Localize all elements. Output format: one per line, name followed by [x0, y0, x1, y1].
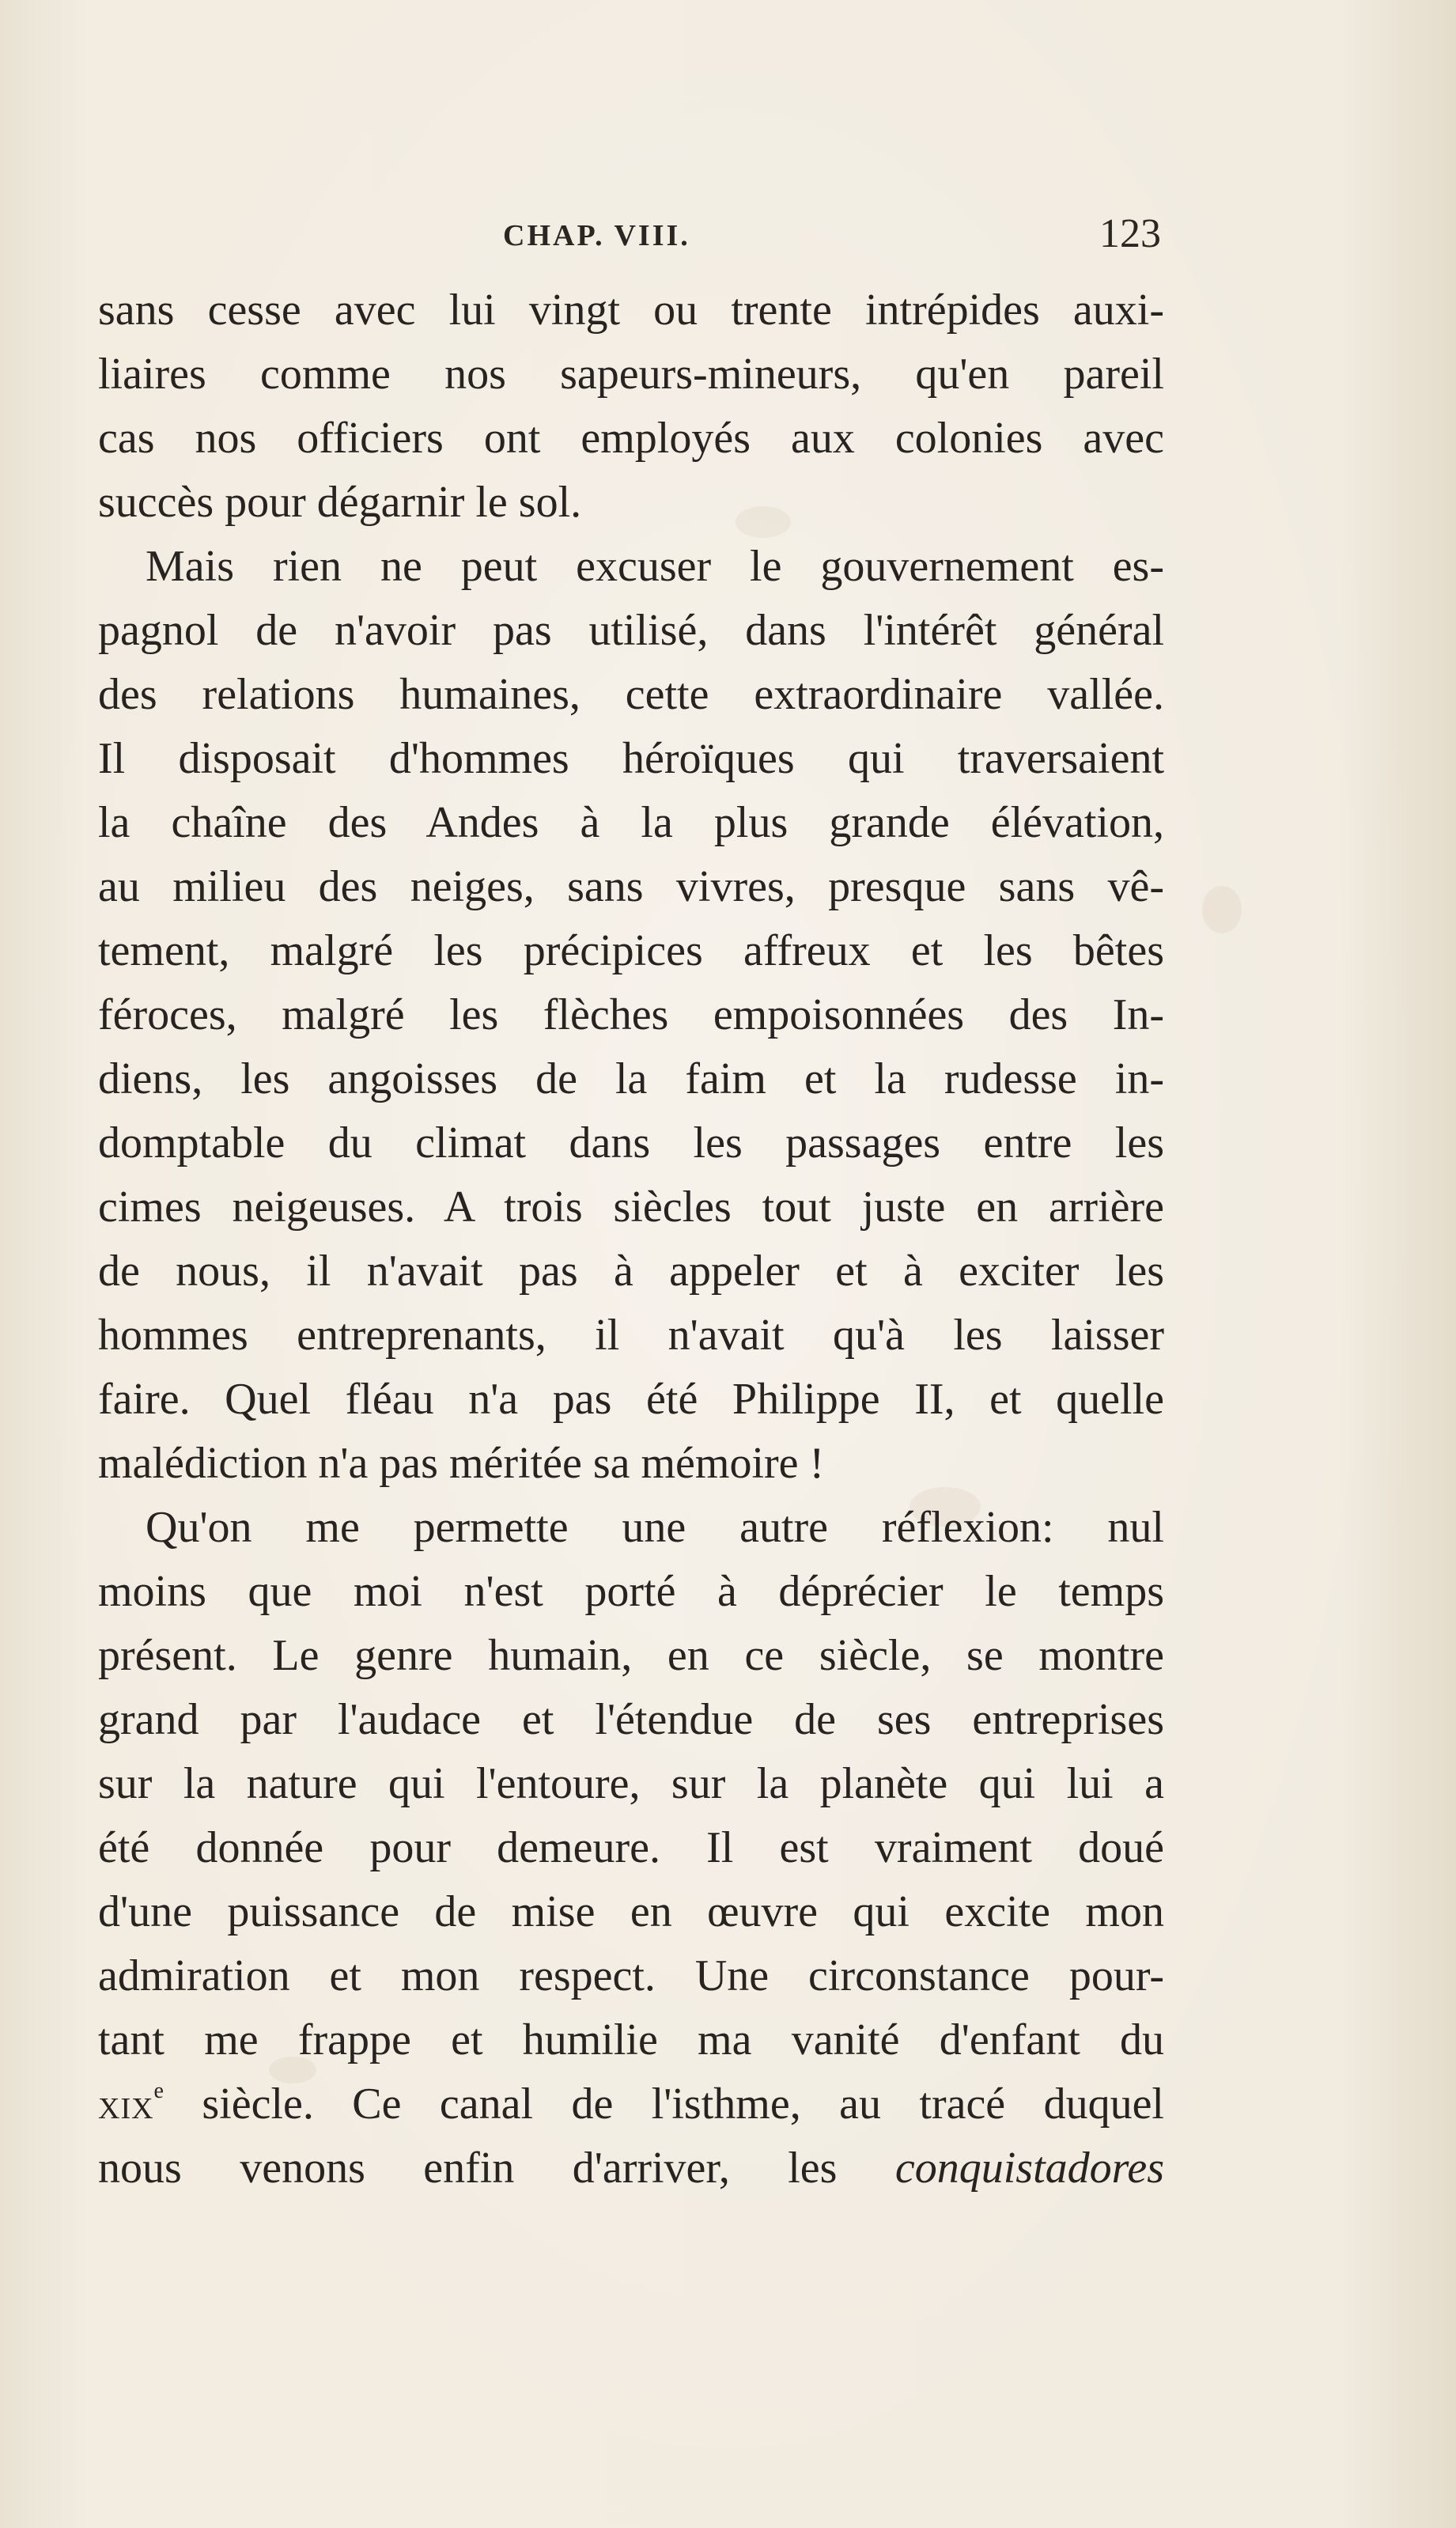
- text-line: hommes entreprenants, il n'avait qu'à les laisser: [98, 1311, 1164, 1360]
- text-line: au milieu des neiges, sans vivres, presque sans vê-: [98, 862, 1164, 911]
- text-line: tant me frappe et humilie ma vanité d'enfant du: [98, 2015, 1164, 2064]
- text-line: Il disposait d'hommes héroïques qui traversaient: [98, 734, 1164, 783]
- text-line: Mais rien ne peut excuser le gouvernement es-: [146, 542, 1164, 591]
- text-line: [98, 2072, 1164, 2136]
- text-line: présent. Le genre humain, en ce siècle, se montre: [98, 1631, 1164, 1680]
- text-line: succès pour dégarnir le sol.: [98, 478, 582, 527]
- text-line: faire. Quel fléau n'a pas été Philippe II, et quelle: [98, 1375, 1164, 1424]
- italic-word: conquistadores: [894, 2144, 1164, 2193]
- text-line: pagnol de n'avoir pas utilisé, dans l'intérêt général: [98, 606, 1164, 655]
- text-line: de nous, il n'avait pas à appeler et à exciter les: [98, 1247, 1164, 1296]
- running-head: [101, 210, 1161, 258]
- text-line: liaires comme nos sapeurs-mineurs, qu'en pareil: [98, 350, 1164, 399]
- text-line: des relations humaines, cette extraordinaire vallée.: [98, 670, 1164, 719]
- foxing-spot: [1202, 886, 1242, 933]
- text-line: sans cesse avec lui vingt ou trente intrépides auxi-: [98, 286, 1164, 335]
- text-line: sur la nature qui l'entoure, sur la planète qui lui a: [98, 1759, 1164, 1808]
- text-line: tement, malgré les précipices affreux et les bêtes: [98, 926, 1164, 975]
- century-numeral: XIX: [98, 2092, 154, 2125]
- text-line: [98, 2136, 1164, 2201]
- page-number: 123: [1099, 211, 1161, 256]
- text-line: cas nos officiers ont employés aux colonies avec: [98, 414, 1164, 463]
- text-line: admiration et mon respect. Une circonstance pour-: [98, 1951, 1164, 2000]
- body-text: [98, 278, 1164, 2201]
- text-line-rest: nous venons enfin d'arriver, les: [98, 2144, 895, 2193]
- text-line: domptable du climat dans les passages entre les: [98, 1118, 1164, 1167]
- text-line: moins que moi n'est porté à déprécier le temps: [98, 1567, 1164, 1616]
- chapter-heading: CHAP. VIII.: [503, 219, 690, 252]
- text-line: cimes neigeuses. A trois siècles tout juste en arrière: [98, 1183, 1164, 1232]
- text-line: été donnée pour demeure. Il est vraiment doué: [98, 1823, 1164, 1872]
- text-line: diens, les angoisses de la faim et la rudesse in-: [98, 1054, 1164, 1103]
- text-line: la chaîne des Andes à la plus grande élévation,: [98, 798, 1164, 847]
- text-line: d'une puissance de mise en œuvre qui excite mon: [98, 1887, 1164, 1936]
- text-line: féroces, malgré les flèches empoisonnées des In-: [98, 990, 1164, 1039]
- text-line: grand par l'audace et l'étendue de ses entreprises: [98, 1695, 1164, 1744]
- text-line-rest: siècle. Ce canal de l'isthme, au tracé duquel: [163, 2080, 1164, 2129]
- text-line: malédiction n'a pas méritée sa mémoire !: [98, 1439, 825, 1488]
- text-line: Qu'on me permette une autre réflexion: nul: [146, 1503, 1164, 1552]
- century-superscript: e: [153, 2079, 164, 2103]
